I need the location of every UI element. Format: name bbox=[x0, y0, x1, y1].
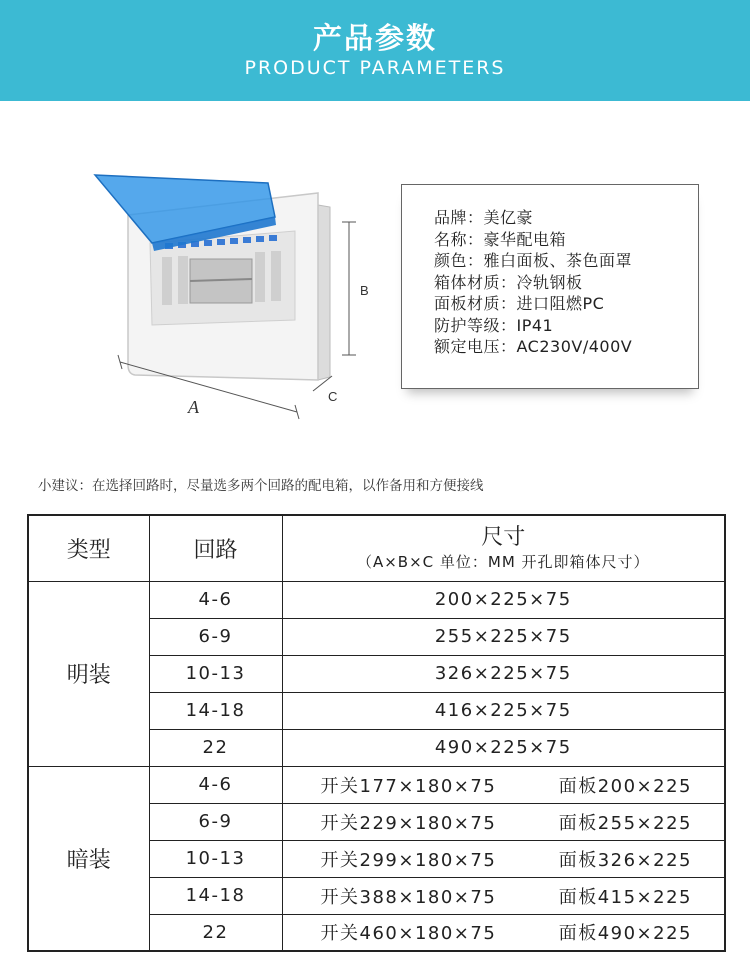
size-cell: 255×225×75 bbox=[282, 618, 725, 655]
spec-color: 颜色：雅白面板、茶色面罩 bbox=[434, 251, 633, 270]
spec-rated-voltage: 额定电压：AC230V/400V bbox=[434, 337, 633, 356]
circuits-cell: 4-6 bbox=[149, 766, 282, 803]
spec-brand: 品牌：美亿豪 bbox=[434, 208, 534, 227]
page-subtitle: PRODUCT PARAMETERS bbox=[244, 57, 506, 79]
table-header-row bbox=[28, 515, 725, 581]
selection-tip: 小建议：在选择回路时，尽量选多两个回路的配电箱，以作备用和方便接线 bbox=[38, 478, 484, 494]
circuits-cell: 22 bbox=[149, 729, 282, 766]
spec-name: 名称：豪华配电箱 bbox=[434, 229, 567, 249]
header-size-title: 尺寸 bbox=[481, 525, 526, 551]
size-cell bbox=[282, 803, 725, 840]
spec-panel-material: 面板材质：进口阻燃PC bbox=[434, 294, 605, 313]
table-row bbox=[28, 766, 725, 803]
header-banner bbox=[0, 0, 750, 101]
header-size bbox=[282, 515, 725, 581]
circuits-cell: 6-9 bbox=[149, 618, 282, 655]
size-cell bbox=[282, 840, 725, 877]
size-cell: 416×225×75 bbox=[282, 692, 725, 729]
distribution-box-illustration bbox=[90, 165, 380, 430]
panel-size: 面板415×225 bbox=[558, 886, 692, 908]
size-cell: 490×225×75 bbox=[282, 729, 725, 766]
table-row bbox=[28, 581, 725, 618]
group-surface-label: 明装 bbox=[28, 581, 149, 766]
spec-box-material: 箱体材质：冷轨钢板 bbox=[434, 272, 583, 292]
circuits-cell: 14-18 bbox=[149, 877, 282, 914]
panel-size: 面板200×225 bbox=[558, 775, 692, 797]
circuits-cell: 22 bbox=[149, 914, 282, 951]
size-cell bbox=[282, 914, 725, 951]
dimension-a-label: A bbox=[188, 397, 199, 417]
switch-size: 开关229×180×75 bbox=[320, 812, 497, 834]
dimension-c-label: C bbox=[328, 389, 338, 404]
circuits-cell: 4-6 bbox=[149, 581, 282, 618]
spec-box bbox=[401, 184, 699, 389]
circuits-cell: 10-13 bbox=[149, 655, 282, 692]
switch-size: 开关177×180×75 bbox=[320, 775, 497, 797]
switch-size: 开关299×180×75 bbox=[320, 849, 497, 871]
spec-list bbox=[434, 207, 632, 358]
group-flush-label: 暗装 bbox=[28, 766, 149, 951]
panel-size: 面板490×225 bbox=[558, 923, 692, 945]
switch-size: 开关388×180×75 bbox=[320, 886, 497, 908]
size-cell: 200×225×75 bbox=[282, 581, 725, 618]
panel-size: 面板326×225 bbox=[558, 849, 692, 871]
size-table bbox=[27, 514, 726, 952]
panel-size: 面板255×225 bbox=[558, 812, 692, 834]
size-cell: 326×225×75 bbox=[282, 655, 725, 692]
circuits-cell: 6-9 bbox=[149, 803, 282, 840]
switch-size: 开关460×180×75 bbox=[320, 923, 497, 945]
size-cell bbox=[282, 766, 725, 803]
page-title: 产品参数 bbox=[312, 21, 437, 55]
circuits-cell: 14-18 bbox=[149, 692, 282, 729]
spec-protection-level: 防护等级：IP41 bbox=[434, 315, 554, 335]
header-type: 类型 bbox=[28, 515, 149, 581]
header-size-note: （A×B×C 单位：MM 开孔即箱体尺寸） bbox=[356, 553, 650, 572]
dimension-b-label: B bbox=[360, 283, 369, 298]
header-circuits: 回路 bbox=[149, 515, 282, 581]
circuits-cell: 10-13 bbox=[149, 840, 282, 877]
size-cell bbox=[282, 877, 725, 914]
